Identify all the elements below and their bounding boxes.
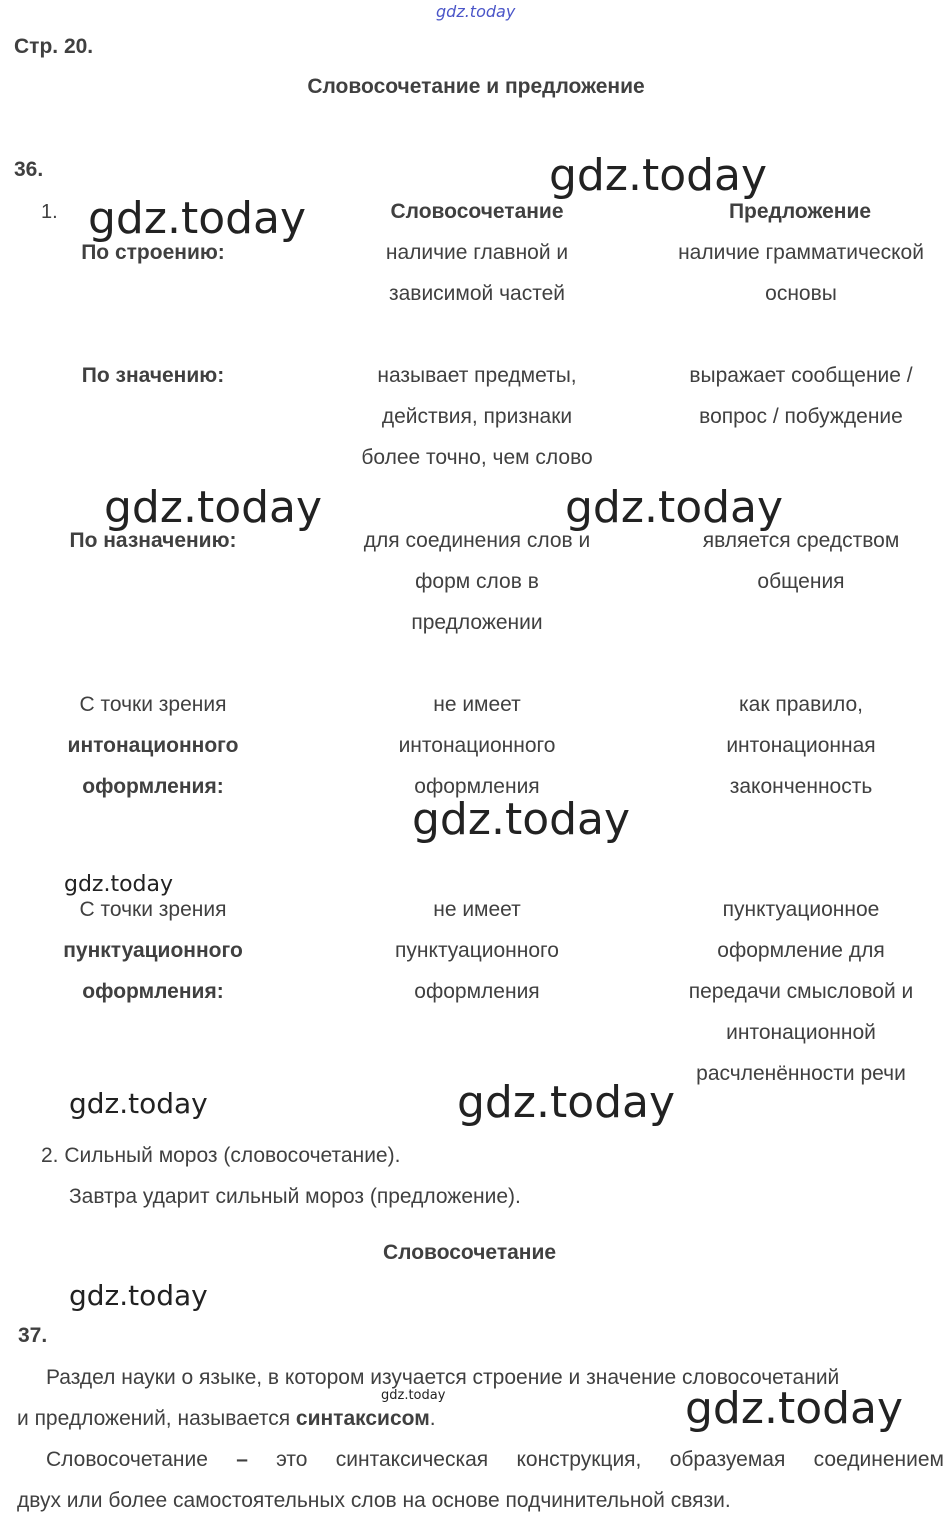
cell-line: пунктуационного [395,939,559,962]
cell-line: не имеет [433,693,521,716]
ex37-para2-line1 [46,1447,944,1473]
para-dash: – [236,1448,248,1471]
cell-line: передачи смысловой и [688,980,914,1003]
exercise-37-number: 37. [18,1324,48,1347]
row-label-line: оформления: [82,980,224,1003]
cell-line: вопрос / побуждение [699,405,903,428]
watermark: gdz.today [457,1077,676,1128]
row-purpose-phrase [317,520,637,643]
row-meaning-label [22,355,284,396]
row-intonation-label [22,684,284,807]
row-label-line: По строению: [81,241,225,264]
row-structure-phrase [317,232,637,314]
watermark-top: gdz.today [436,2,516,21]
column-header-phrase: Словосочетание [390,200,564,223]
cell-line: зависимой частей [388,282,566,305]
watermark: gdz.today [88,193,307,244]
item-2-line-2: Завтра ударит сильный мороз (предложение). [69,1185,521,1208]
para-word: соединением [813,1448,944,1471]
item-1-marker: 1. [41,201,58,223]
cell-line: оформление для [717,939,885,962]
cell-line: наличие грамматической [678,241,924,264]
cell-line: расчленённости речи [696,1062,906,1085]
watermark: gdz.today [549,150,768,201]
row-intonation-sentence [652,684,950,807]
cell-line: пунктуационное [722,898,880,921]
row-structure-sentence [652,232,950,314]
cell-line: интонационной [726,1021,876,1044]
cell-line: наличие главной и [385,241,569,264]
watermark: gdz.today [64,872,174,897]
cell-line: называет предметы, [377,364,577,387]
watermark: gdz.today [69,1279,208,1312]
watermark: gdz.today [565,482,784,533]
cell-line: предложении [411,611,543,634]
para-text: и предложений, называется [17,1407,296,1430]
cell-line: не имеет [433,898,521,921]
cell-line: законченность [729,775,873,798]
para-text: . [429,1407,436,1430]
row-punctuation-sentence [652,889,950,1094]
watermark: gdz.today [104,482,323,533]
row-intonation-phrase [317,684,637,807]
row-label-line: По значению: [81,364,225,387]
cell-line: более точно, чем слово [361,446,593,469]
row-label-line: пунктуационного [63,939,243,962]
row-label-line: С точки зрения [79,693,227,716]
column-header-sentence: Предложение [728,200,872,223]
row-meaning-sentence [652,355,950,437]
watermark: gdz.today [69,1087,208,1120]
syntax-term: синтаксисом [295,1407,430,1430]
cell-line: оформления [414,980,540,1003]
cell-line: общения [757,570,845,593]
para-word: это [276,1448,308,1471]
ex37-para1-line2 [17,1406,436,1432]
cell-line: для соединения слов и [363,529,591,552]
item-2-line-1: 2. Сильный мороз (словосочетание). [41,1144,401,1167]
row-punctuation-label [22,889,284,1012]
row-label-line: интонационного [67,734,239,757]
para-word: синтаксическая [335,1448,489,1471]
cell-line: как правило, [739,693,863,716]
cell-line: является средством [702,529,900,552]
para-word: Словосочетание [46,1448,208,1471]
cell-line: выражает сообщение / [689,364,913,387]
watermark: gdz.today [685,1383,904,1434]
subsection-title: Словосочетание [383,1241,557,1264]
cell-line: оформления [414,775,540,798]
row-punctuation-phrase [317,889,637,1012]
ex37-para1-line1: Раздел науки о языке, в котором изучается строение и значение словосочетаний [46,1366,840,1389]
row-label-line: оформления: [82,775,224,798]
row-label-line: По назначению: [69,529,237,552]
para-word: конструкция, [516,1448,642,1471]
page-reference: Стр. 20. [14,35,94,58]
cell-line: форм слов в [415,570,539,593]
watermark: gdz.today [381,1388,446,1403]
cell-line: интонационная [726,734,876,757]
ex37-para2-line2: двух или более самостоятельных слов на основе подчинительной связи. [17,1489,731,1512]
row-label-line: С точки зрения [79,898,227,921]
row-meaning-phrase [317,355,637,478]
watermark: gdz.today [412,794,631,845]
cell-line: основы [765,282,837,305]
para-word: образуемая [669,1448,786,1471]
cell-line: действия, признаки [381,405,573,428]
exercise-36-number: 36. [14,158,44,181]
cell-line: интонационного [398,734,556,757]
section-title: Словосочетание и предложение [307,75,645,98]
